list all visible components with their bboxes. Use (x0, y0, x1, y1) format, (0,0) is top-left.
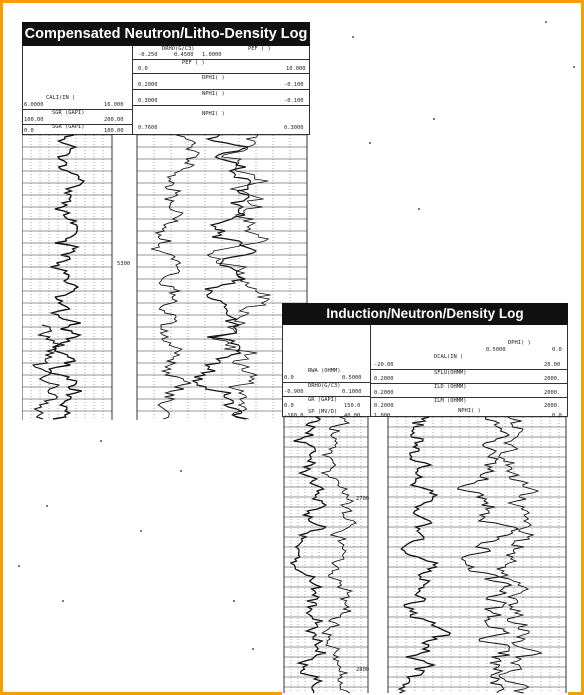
print-speck (100, 440, 102, 442)
log2-hdr-right-5-l: 1.000 (374, 413, 391, 419)
log1-hdr-extra: PEF ( ) (248, 46, 271, 52)
log2-hdr-right-2-label: SFLU(OHMM) (434, 370, 467, 376)
log2-curve-tracks (282, 303, 568, 695)
log1-hdr-right-2-label: DPHI( ) (202, 75, 225, 81)
log2-hdr-right-0-label: DPHI( ) (508, 340, 531, 346)
log2-hdr-left-2-r: 150.0 (344, 403, 361, 409)
log2-hdr-right-4-r: 2000. (544, 403, 561, 409)
log2-depth-label-0: 2700 (356, 496, 370, 502)
print-speck (418, 208, 420, 210)
log1-hdr-left-2-label: SGR (GAPI) (52, 124, 85, 130)
log1-hdr-left-1-label: SGR (GAPI) (52, 110, 85, 116)
print-speck (252, 648, 254, 650)
log1-hdr-right-3-r: -0.100 (284, 98, 304, 104)
log2-hdr-right-2-r: 2000. (544, 376, 561, 382)
log2-hdr-right-3-r: 2000. (544, 390, 561, 396)
log1-hdr-right-4-label: NPHI( ) (202, 111, 225, 117)
log1-hdr-right-4-r: 0.3000 (284, 125, 304, 131)
log2-hdr-right-1-r: 20.00 (544, 362, 561, 368)
log2-hdr-left-2-l: 0.0 (284, 403, 294, 409)
log2-hdr-left-3-l: -160.0 (284, 413, 304, 419)
print-speck (352, 36, 354, 38)
log-induction-neutron-density (282, 303, 568, 695)
log2-hdr-right-3-l: 0.2000 (374, 390, 394, 396)
print-speck (18, 565, 20, 567)
log-compensated-neutron-litho-density (22, 22, 310, 422)
log1-curve-tracks (22, 22, 310, 422)
log1-hdr-right-2-r: -0.100 (284, 82, 304, 88)
log2-hdr-right-2-l: 0.2000 (374, 376, 394, 382)
log1-hdr-left-0-label: CALI(IN ) (46, 95, 76, 101)
print-speck (233, 600, 235, 602)
log1-hdr-right-3-l: 0.3000 (138, 98, 158, 104)
log2-gr-curve (291, 417, 326, 693)
log1-hdr-left-0-r: 16.000 (104, 102, 124, 108)
log2-hdr-left-2-label: GR (GAPI) (308, 397, 338, 403)
log1-gr-curve (49, 135, 83, 419)
log1-title-banner: Compensated Neutron/Litho-Density Log (22, 22, 310, 46)
print-speck (433, 118, 435, 120)
print-speck (62, 600, 64, 602)
log2-hdr-right-4-label: ILM (OHMM) (434, 398, 467, 404)
log1-hdr-right-1-r: 10.000 (286, 66, 306, 72)
log2-hdr-right-5-r: 0.0 (552, 413, 562, 419)
log2-depth-label-1: 2800 (356, 667, 370, 673)
log2-hdr-left-1-l: -0.900 (284, 389, 304, 395)
log1-hdr-right-1-l: 0.0 (138, 66, 148, 72)
log2-hdr-left-3-label: SP (MV/D) (308, 409, 338, 415)
log1-depth-label: 5300 (117, 261, 131, 267)
log1-hdr-left-1-r: 200.00 (104, 117, 124, 123)
log1-hdr-left-1-l: 100.00 (24, 117, 44, 123)
print-speck (140, 530, 142, 532)
log2-hdr-left-1-label: DRHO(G/C3) (308, 383, 341, 389)
log1-hdr-left-2-r: 100.00 (104, 128, 124, 134)
log2-nphi-curve (458, 417, 519, 693)
log1-hdr-right-3-label: NPHI( ) (202, 91, 225, 97)
print-speck (180, 470, 182, 472)
log1-hdr-right-0-l: -0.250 (138, 52, 158, 58)
log2-hdr-right-5-label: NPHI( ) (458, 408, 481, 414)
log1-hdr-right-0-m: 0.4500 (174, 52, 194, 58)
log2-hdr-left-0-l: 0.0 (284, 375, 294, 381)
log2-ild-curve (399, 417, 450, 693)
log2-hdr-right-0-l: 0.5000 (486, 347, 506, 353)
print-speck (46, 505, 48, 507)
log2-hdr-left-0-r: 0.5000 (342, 375, 362, 381)
print-speck (573, 66, 575, 68)
log2-hdr-right-3-label: ILD (OHMM) (434, 384, 467, 390)
log2-hdr-right-4-l: 0.2000 (374, 403, 394, 409)
log1-hdr-right-0-label: DRHO(G/C3) (162, 46, 195, 52)
log2-sp-curve (322, 417, 356, 693)
print-speck (369, 142, 371, 144)
log1-hdr-right-0-r: 1.0000 (202, 52, 222, 58)
log1-pef-curve (151, 135, 199, 419)
log2-hdr-left-3-r: 40.00 (344, 413, 361, 419)
log1-hdr-right-4-l: 0.7600 (138, 125, 158, 131)
log1-hdr-left-0-l: 6.0000 (24, 102, 44, 108)
log1-hdr-right-2-l: 0.2000 (138, 82, 158, 88)
log2-hdr-right-0-r: 0.0 (552, 347, 562, 353)
log2-hdr-right-1-label: DCAL(IN ) (434, 354, 464, 360)
log1-nphi-curve (193, 135, 256, 419)
log1-hdr-left-2-l: 0.0 (24, 128, 34, 134)
log2-title-banner: Induction/Neutron/Density Log (282, 303, 568, 325)
log2-hdr-left-0-label: RWA (OHMM) (308, 368, 341, 374)
log2-hdr-right-1-l: -20.00 (374, 362, 394, 368)
print-speck (545, 21, 547, 23)
log1-hdr-right-1-label: PEF ( ) (182, 60, 205, 66)
log2-hdr-left-1-r: 0.1000 (342, 389, 362, 395)
